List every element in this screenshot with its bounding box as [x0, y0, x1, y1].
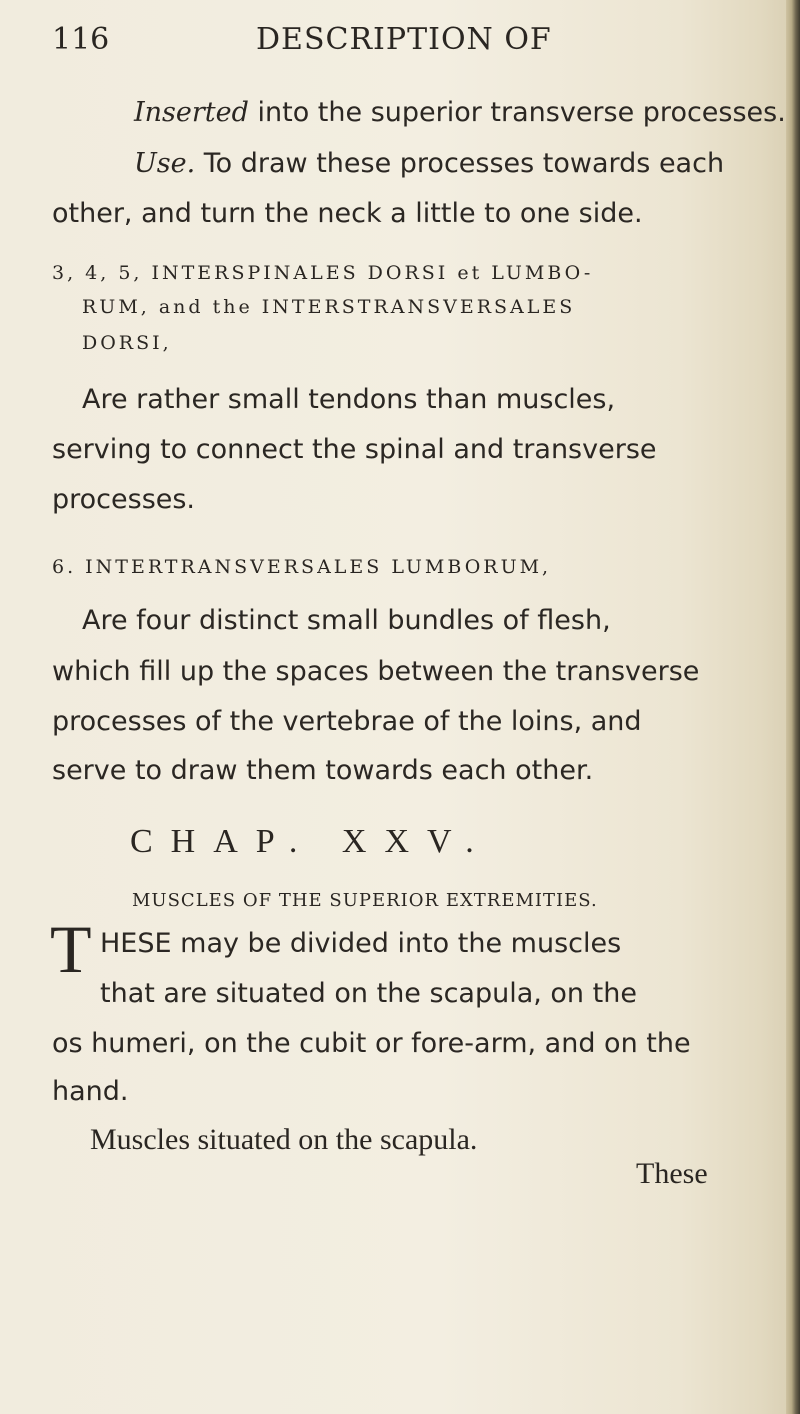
paragraph-1-line-2: serving to connect the spinal and transverse	[52, 434, 657, 465]
chapter-subtitle: MUSCLES OF THE SUPERIOR EXTREMITIES.	[132, 890, 598, 911]
paragraph-3-line-1: HESE may be divided into the muscles	[100, 928, 622, 959]
section-heading-3-4-5-cont: RUM, and the INTERSTRANSVERSALES	[82, 296, 576, 318]
text-line-3: other, and turn the neck a little to one side.	[52, 198, 643, 229]
chapter-title: CHAP. XXV.	[130, 823, 492, 860]
running-title: DESCRIPTION OF	[256, 22, 552, 57]
paragraph-3-line-2: that are situated on the scapula, on the	[100, 978, 637, 1009]
line-text: into the superior transverse processes.	[248, 97, 786, 128]
paragraph-2-line-1: Are four distinct small bundles of flesh,	[82, 605, 611, 636]
page-edge-shadow	[786, 0, 800, 1414]
page-number: 116	[52, 22, 110, 57]
paragraph-3-line-4: hand.	[52, 1076, 129, 1107]
text-line-2	[134, 146, 724, 182]
paragraph-4-line-1: Muscles situated on the scapula.	[90, 1123, 478, 1156]
paragraph-2-line-4: serve to draw them towards each other.	[52, 755, 594, 786]
paragraph-2-line-2: which fill up the spaces between the transverse	[52, 656, 700, 687]
paragraph-1-line-1: Are rather small tendons than muscles,	[82, 384, 616, 415]
paragraph-3-line-3: os humeri, on the cubit or fore-arm, and on the	[52, 1028, 691, 1059]
paragraph-2-line-3: processes of the vertebrae of the loins, and	[52, 706, 642, 737]
italic-lead: Inserted	[134, 97, 249, 128]
page-header	[52, 22, 742, 72]
text-line-1	[134, 95, 786, 131]
section-heading-3-4-5: 3, 4, 5, INTERSPINALES DORSI et LUMBO-	[52, 262, 594, 284]
drop-cap: T	[50, 911, 92, 987]
catchword: These	[636, 1157, 708, 1190]
paragraph-1-line-3: processes.	[52, 484, 196, 515]
line-text: To draw these processes towards each	[195, 148, 725, 179]
section-heading-6: 6. INTERTRANSVERSALES LUMBORUM,	[52, 556, 552, 578]
section-heading-3-4-5-end: DORSI,	[82, 332, 172, 354]
italic-lead: Use.	[134, 148, 196, 179]
